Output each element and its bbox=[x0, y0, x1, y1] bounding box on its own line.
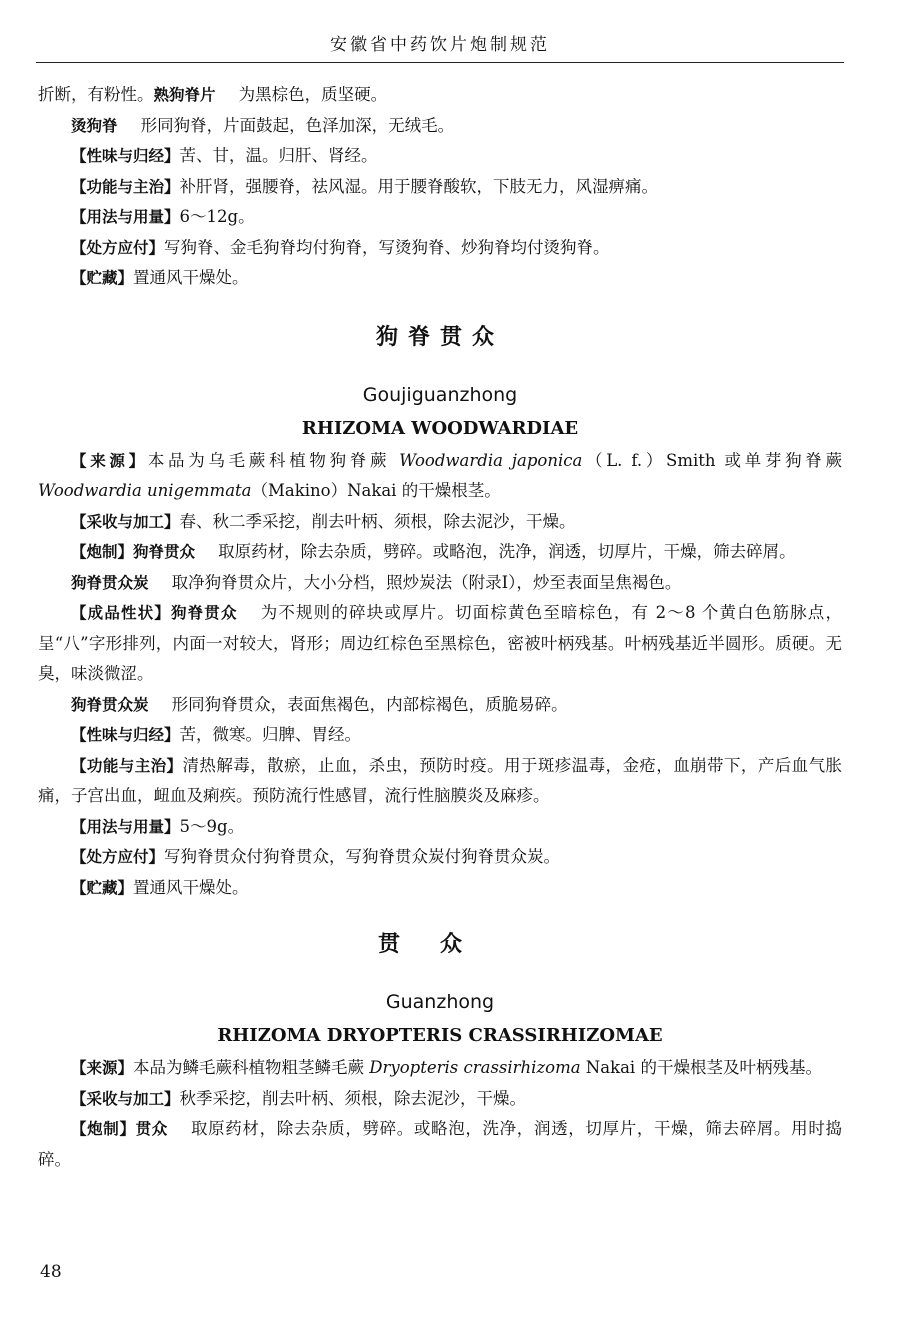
section-label: 【功能与主治】 bbox=[71, 756, 183, 775]
text: 为不规则的碎块或厚片。切面棕黄色至暗棕色，有 2～8 个黄白色筋脉点，呈“八”字形排列，内面一对较大，肾形；周边红棕色至黑棕色，密被叶柄残基。叶柄残基近半圆形。质硬。无臭，味淡微涩。 bbox=[38, 603, 842, 683]
section-label: 【处方应付】 bbox=[71, 848, 165, 866]
section-label: 【炮制】 bbox=[71, 1120, 136, 1138]
text: 形同狗脊贯众，表面焦褐色，内部棕褐色，质脆易碎。 bbox=[171, 694, 568, 714]
text: 本品为鳞毛蕨科植物粗茎鳞毛蕨 bbox=[133, 1058, 370, 1077]
section-label: 【处方应付】 bbox=[71, 238, 165, 257]
text: 6～12g。 bbox=[179, 207, 255, 226]
section-label: 【性味与归经】 bbox=[71, 726, 180, 744]
text: 本品为乌毛蕨科植物狗脊蕨 bbox=[147, 450, 400, 470]
text: 苦、甘，温。归肝、肾经。 bbox=[179, 146, 378, 165]
paragraph-tang-gouji bbox=[38, 111, 842, 142]
section-label: 【性味与归经】 bbox=[71, 147, 180, 165]
paragraph-charcoal bbox=[38, 568, 842, 599]
paragraph-function bbox=[38, 172, 842, 203]
section-label: 【用法与用量】 bbox=[71, 208, 180, 226]
text: 形同狗脊，片面鼓起，色泽加深，无绒毛。 bbox=[140, 115, 455, 135]
section-label: 【贮藏】 bbox=[71, 878, 134, 897]
header-rule bbox=[36, 62, 844, 63]
section-label: 【炮制】 bbox=[71, 543, 134, 561]
entry-latin-name: RHIZOMA WOODWARDIAE bbox=[301, 417, 579, 439]
paragraph-dosage bbox=[38, 202, 842, 233]
paragraph-taste bbox=[38, 720, 842, 751]
entry-pinyin: Guanzhong bbox=[385, 991, 495, 1013]
paragraph-function bbox=[38, 751, 842, 812]
text: （Makino）Nakai 的干燥根茎。 bbox=[251, 481, 501, 500]
sub-heading: 熟狗脊片 bbox=[153, 86, 216, 104]
sub-heading: 狗脊贯众 bbox=[170, 604, 238, 622]
paragraph-properties-charcoal bbox=[38, 690, 842, 721]
entry-title: 狗脊贯众 bbox=[375, 324, 504, 350]
text: 折断，有粉性。 bbox=[38, 85, 154, 104]
paragraph-storage bbox=[38, 263, 842, 294]
page-number: 48 bbox=[40, 1262, 62, 1282]
section-label: 【成品性状】 bbox=[71, 604, 171, 622]
paragraph-processing bbox=[38, 1114, 842, 1175]
text: 置通风干燥处。 bbox=[133, 268, 249, 287]
paragraph-harvest bbox=[38, 1084, 842, 1115]
sub-heading: 烫狗脊 bbox=[71, 116, 118, 135]
sub-heading: 狗脊贯众炭 bbox=[71, 573, 149, 592]
sub-heading: 贯众 bbox=[135, 1120, 168, 1138]
paragraph-prescription bbox=[38, 233, 842, 264]
text: 取原药材，除去杂质，劈碎。或略泡，洗净，润透，切厚片，干燥，筛去碎屑。 bbox=[218, 542, 796, 561]
text: 清热解毒，散瘀，止血，杀虫，预防时疫。用于斑疹温毒，金疮，血崩带下，产后血气胀痛，子宫出血，衄血及痢疾。预防流行性感冒，流行性脑膜炎及麻疹。 bbox=[38, 755, 842, 805]
entry-pinyin: Goujiguanzhong bbox=[362, 383, 518, 406]
paragraph-storage bbox=[38, 873, 842, 904]
paragraph-source bbox=[38, 1053, 842, 1084]
paragraph-taste bbox=[38, 141, 842, 172]
page-body bbox=[38, 80, 842, 1175]
text: 5～9g。 bbox=[179, 816, 245, 836]
text: 取原药材，除去杂质，劈碎。或略泡，洗净，润透，切厚片，干燥，筛去碎屑。用时捣碎。 bbox=[38, 1119, 842, 1169]
paragraph-continued bbox=[38, 80, 842, 111]
text: 秋季采挖，削去叶柄、须根，除去泥沙，干燥。 bbox=[179, 1088, 527, 1108]
text: Nakai 的干燥根茎及叶柄残基。 bbox=[580, 1058, 822, 1077]
paragraph-prescription bbox=[38, 842, 842, 873]
paragraph-source bbox=[38, 446, 842, 507]
species-name: Woodwardia unigemmata bbox=[38, 481, 252, 500]
text: 置通风干燥处。 bbox=[133, 877, 249, 897]
text: 春、秋二季采挖，削去叶柄、须根，除去泥沙，干燥。 bbox=[179, 511, 576, 531]
text: 取净狗脊贯众片，大小分档，照炒炭法（附录Ⅰ），炒至表面呈焦褐色。 bbox=[171, 572, 682, 592]
section-label: 【采收与加工】 bbox=[71, 1089, 180, 1108]
running-header: 安徽省中药饮片炮制规范 bbox=[330, 35, 550, 55]
text: 写狗脊、金毛狗脊均付狗脊，写烫狗脊、炒狗脊均付烫狗脊。 bbox=[164, 237, 610, 257]
entry-title: 贯众 bbox=[377, 932, 502, 957]
text: 苦，微寒。归脾、胃经。 bbox=[179, 725, 362, 744]
text: 为黑棕色，质坚硬。 bbox=[238, 85, 388, 104]
sub-heading: 狗脊贯众 bbox=[133, 543, 196, 561]
section-label: 【采收与加工】 bbox=[71, 512, 180, 531]
text: 补肝肾，强腰脊，祛风湿。用于腰脊酸软，下肢无力，风湿痹痛。 bbox=[179, 176, 659, 196]
species-name: Dryopteris crassirhizoma bbox=[369, 1058, 581, 1077]
paragraph-harvest bbox=[38, 507, 842, 538]
species-name: Woodwardia japonica bbox=[399, 450, 583, 470]
section-label: 【贮藏】 bbox=[71, 269, 134, 287]
section-label: 【来源】 bbox=[71, 451, 148, 470]
entry-latin-name: RHIZOMA DRYOPTERIS CRASSIRHIZOMAE bbox=[217, 1025, 663, 1046]
section-label: 【用法与用量】 bbox=[71, 817, 180, 836]
text: 写狗脊贯众付狗脊贯众，写狗脊贯众炭付狗脊贯众炭。 bbox=[164, 847, 561, 866]
paragraph-processing bbox=[38, 537, 842, 568]
paragraph-dosage bbox=[38, 812, 842, 843]
paragraph-properties bbox=[38, 598, 842, 690]
sub-heading: 狗脊贯众炭 bbox=[71, 695, 149, 714]
section-label: 【功能与主治】 bbox=[71, 177, 180, 196]
section-label: 【来源】 bbox=[71, 1059, 134, 1077]
text: （L. f.）Smith 或单芽狗脊蕨 bbox=[582, 450, 842, 470]
